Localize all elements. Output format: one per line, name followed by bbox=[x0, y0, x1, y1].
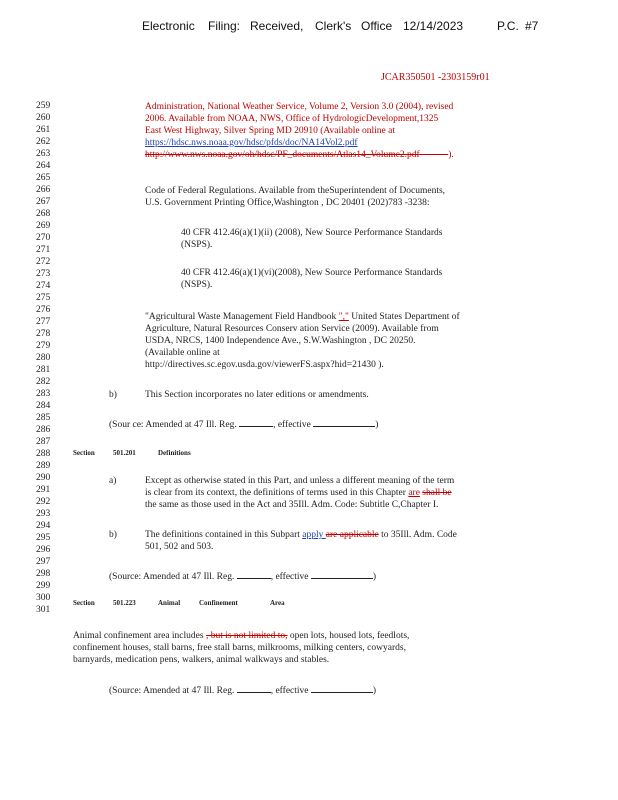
blank-reg-number bbox=[239, 417, 273, 427]
blank-effective-date bbox=[311, 569, 373, 579]
line-number: 274 bbox=[36, 281, 51, 291]
line-number: 262 bbox=[36, 137, 51, 147]
section-title: Definitions bbox=[158, 449, 191, 457]
section-number: 501.223 bbox=[113, 599, 136, 607]
source-note-3: (Source: Amended at 47 Ill. Reg. , effective ) bbox=[109, 683, 376, 697]
line-number: 296 bbox=[36, 545, 51, 555]
header-filing-label: Filing: bbox=[208, 19, 241, 33]
line-number: 289 bbox=[36, 461, 51, 471]
source-note-1: (Sour ce: Amended at 47 Ill. Reg. , effective ) bbox=[109, 417, 378, 431]
def-a-line-3: the same as those used in the Act and 35Ill. Adm. Code: Subtitle C,Chapter I. bbox=[145, 500, 439, 510]
cfr-item-2-line-2: (NSPS). bbox=[181, 280, 213, 290]
cfr-item-1-line-2: (NSPS). bbox=[181, 240, 213, 250]
inserted-text: apply bbox=[302, 530, 326, 540]
line-number: 280 bbox=[36, 353, 51, 363]
header-pc: P.C. bbox=[497, 19, 519, 33]
noaa-line-3: East West Highway, Silver Spring MD 20910 (Available online at bbox=[145, 126, 395, 136]
line-number: 259 bbox=[36, 101, 51, 111]
def-b-line-1: The definitions contained in this Subpart apply are applicable to 35Ill. Adm. Code bbox=[145, 530, 457, 540]
line-number: 294 bbox=[36, 521, 51, 531]
line-number: 291 bbox=[36, 485, 51, 495]
noaa-line-1: Administration, National Weather Service, Volume 2, Version 3.0 (2004), revised bbox=[145, 102, 454, 112]
awmfh-inserted-quote: "," bbox=[338, 312, 349, 322]
line-number: 286 bbox=[36, 425, 51, 435]
line-number: 276 bbox=[36, 305, 51, 315]
line-number: 267 bbox=[36, 197, 51, 207]
line-number: 298 bbox=[36, 569, 51, 579]
line-number: 299 bbox=[36, 581, 51, 591]
line-number: 281 bbox=[36, 365, 51, 375]
line-number: 288 bbox=[36, 449, 51, 459]
awmfh-line-1 bbox=[145, 311, 460, 323]
line-number: 268 bbox=[36, 209, 51, 219]
def-a-line-1: Except as otherwise stated in this Part, and unless a different meaning of the term bbox=[145, 476, 455, 486]
line-number: 264 bbox=[36, 161, 51, 171]
line-number: 297 bbox=[36, 557, 51, 567]
header-office: Office bbox=[361, 19, 393, 33]
blank-reg-number bbox=[237, 683, 271, 693]
line-number: 278 bbox=[36, 329, 51, 339]
cfr-line-1: Code of Federal Regulations. Available from theSuperintendent of Documents, bbox=[145, 186, 446, 196]
animal-line-2: confinement houses, stall barns, free stall barns, milkrooms, milking centers, cowyards, bbox=[73, 643, 406, 653]
header-clerk: Clerk's bbox=[315, 19, 352, 33]
header-filing: Electronic bbox=[142, 19, 195, 33]
line-number: 287 bbox=[36, 437, 51, 447]
item-b-marker: b) bbox=[109, 390, 117, 400]
awmfh-line-4: (Available online at bbox=[145, 348, 220, 358]
awmfh-agency: United States Department of bbox=[348, 312, 460, 322]
line-number: 272 bbox=[36, 257, 51, 267]
line-number: 290 bbox=[36, 473, 51, 483]
awmfh-line-2: Agriculture, Natural Resources Conserv ation Service (2009). Available from bbox=[145, 324, 439, 334]
def-a-line-2: is clear from its context, the definitions of terms used in this Chapter are shall be bbox=[145, 488, 452, 498]
deleted-text: shall be bbox=[422, 488, 452, 498]
line-number: 277 bbox=[36, 317, 51, 327]
line-number: 285 bbox=[36, 413, 51, 423]
line-number: 292 bbox=[36, 497, 51, 507]
line-number: 261 bbox=[36, 125, 51, 135]
blank-reg-number bbox=[237, 569, 271, 579]
awmfh-line-5: http://directives.sc.egov.usda.gov/viewerFS.aspx?hid=21430 ). bbox=[145, 360, 384, 370]
line-number: 260 bbox=[36, 113, 51, 123]
header-date: 12/14/2023 bbox=[403, 19, 464, 33]
line-number: 284 bbox=[36, 401, 51, 411]
noaa-line-2: 2006. Available from NOAA, NWS, Office of HydrologicDevelopment,1325 bbox=[145, 114, 439, 124]
def-b-marker: b) bbox=[109, 530, 117, 540]
awmfh-line-3: USDA, NRCS, 1400 Independence Ave., S.W.Washington , DC 20250. bbox=[145, 336, 416, 346]
section-number: 501.201 bbox=[113, 449, 136, 457]
line-number: 270 bbox=[36, 233, 51, 243]
line-number: 275 bbox=[36, 293, 51, 303]
cfr-line-2: U.S. Government Printing Office,Washington , DC 20401 (202)783 -3238: bbox=[145, 198, 430, 208]
line-number: 301 bbox=[36, 605, 51, 615]
line-number: 273 bbox=[36, 269, 51, 279]
section-label: Section bbox=[73, 599, 95, 607]
blank-effective-date bbox=[313, 417, 375, 427]
section-title-word-2: Confinement bbox=[199, 599, 238, 607]
inserted-text: are bbox=[408, 488, 420, 498]
def-b-line-2: 501, 502 and 503. bbox=[145, 542, 214, 552]
line-number: 295 bbox=[36, 533, 51, 543]
noaa-new-url-link[interactable]: https://hdsc.nws.noaa.gov/hdsc/pfds/doc/NA14Vol2.pdf bbox=[145, 138, 358, 148]
animal-line-3: barnyards, medication pens, walkers, animal walkways and stables. bbox=[73, 655, 330, 665]
line-number: 293 bbox=[36, 509, 51, 519]
noaa-old-url-line bbox=[145, 149, 454, 161]
def-a-marker: a) bbox=[109, 476, 117, 486]
line-number: 263 bbox=[36, 149, 51, 159]
noaa-url-close: ). bbox=[448, 150, 454, 160]
section-title-word-3: Area bbox=[270, 599, 285, 607]
awmfh-title: "Agricultural Waste Management Field Handbook bbox=[145, 312, 337, 322]
line-number: 282 bbox=[36, 377, 51, 387]
cfr-item-2-line-1: 40 CFR 412.46(a)(1)(vi)(2008), New Source Performance Standards bbox=[181, 268, 443, 278]
line-number: 300 bbox=[36, 593, 51, 603]
line-number: 283 bbox=[36, 389, 51, 399]
line-number: 279 bbox=[36, 341, 51, 351]
line-number: 271 bbox=[36, 245, 51, 255]
item-b-text: This Section incorporates no later editions or amendments. bbox=[145, 390, 369, 400]
line-number: 269 bbox=[36, 221, 51, 231]
blank-effective-date bbox=[311, 683, 373, 693]
deleted-text: are applicable bbox=[325, 530, 379, 540]
document-id: JCAR350501 -2303159r01 bbox=[381, 72, 490, 83]
noaa-deleted-url: http://www.nws.noaa.gov/oh/hdsc/PF_documents/Atlas14_Volume2.pdf bbox=[145, 150, 420, 160]
header-received: Received, bbox=[250, 19, 304, 33]
deleted-text: , but is not limited to, bbox=[205, 631, 288, 641]
source-note-2: (Source: Amended at 47 Ill. Reg. , effective ) bbox=[109, 569, 376, 583]
line-number: 265 bbox=[36, 173, 51, 183]
cfr-item-1-line-1: 40 CFR 412.46(a)(1)(ii) (2008), New Source Performance Standards bbox=[181, 228, 443, 238]
section-title-word-1: Animal bbox=[158, 599, 181, 607]
filing-header bbox=[0, 19, 618, 35]
line-number: 266 bbox=[36, 185, 51, 195]
header-pc-number: #7 bbox=[525, 19, 539, 33]
animal-line-1: Animal confinement area includes , but is not limited to, open lots, housed lots, feedlots, bbox=[73, 631, 410, 641]
section-label: Section bbox=[73, 449, 95, 457]
